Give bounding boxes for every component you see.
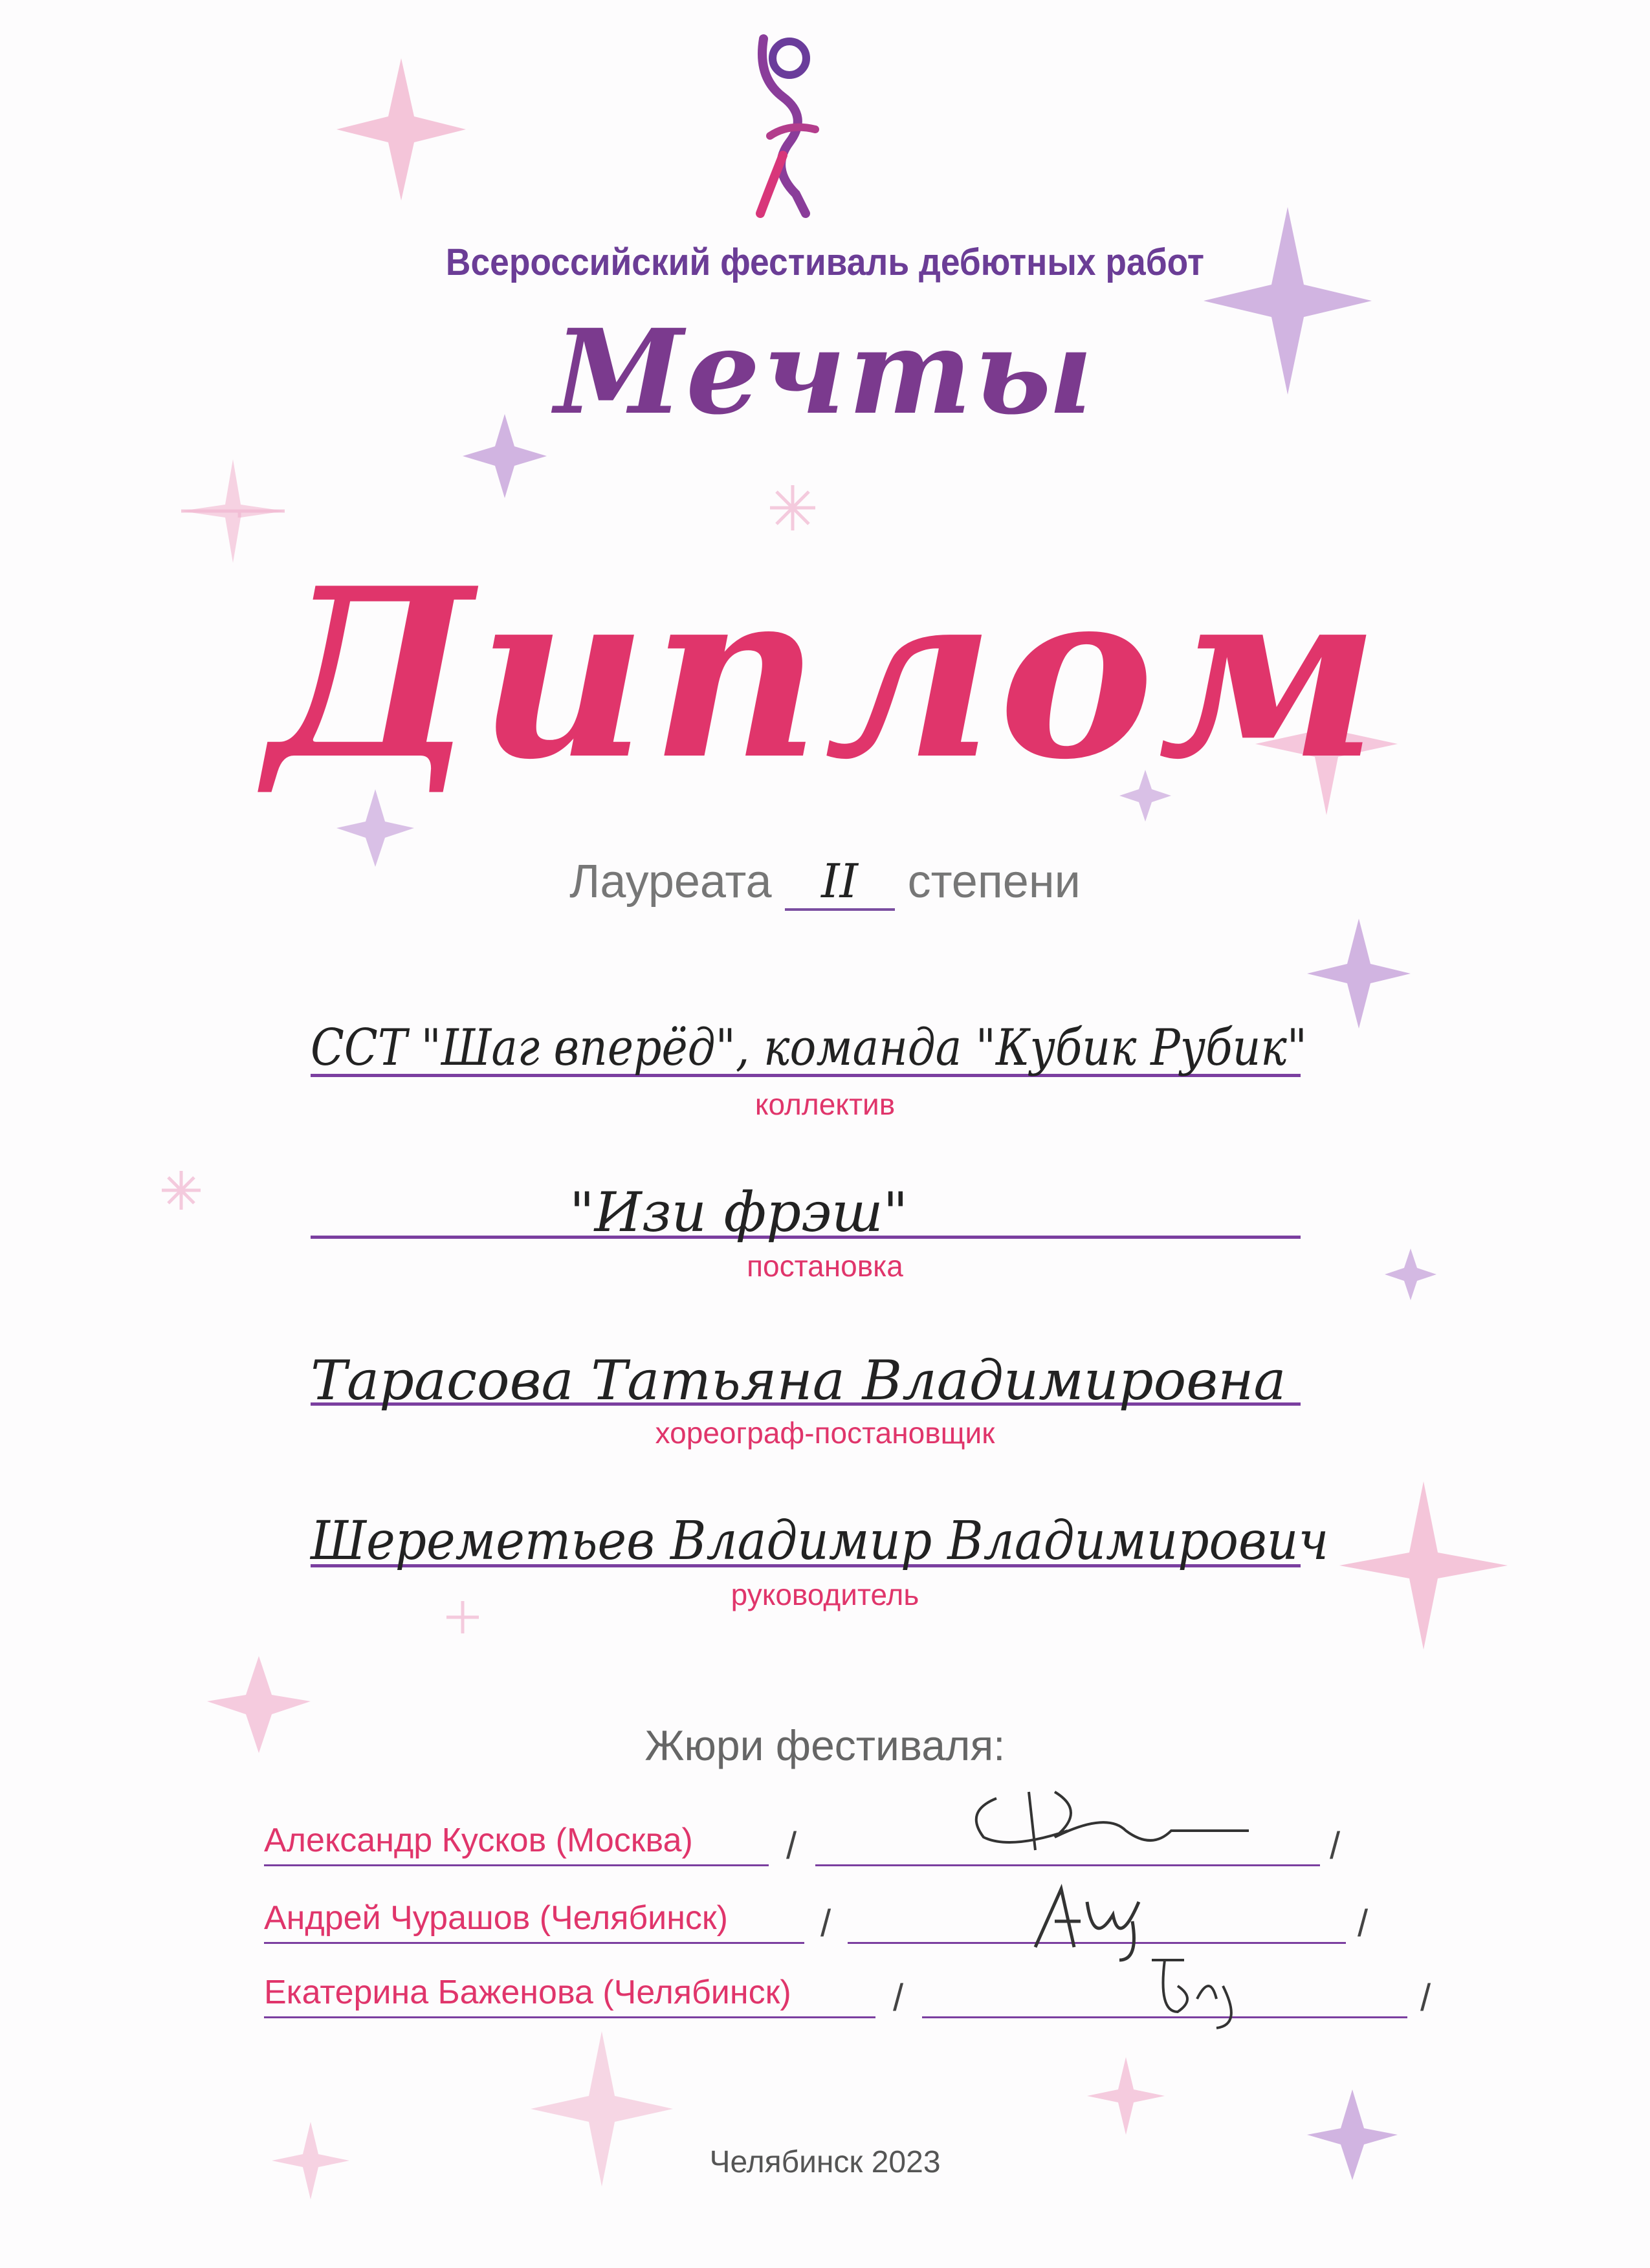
jury-slash-right-2: / [1358, 1903, 1369, 1945]
production-value: "Изи фрэш" [569, 1181, 908, 1244]
jury-member-2: Андрей Чурашов (Челябинск) [264, 1899, 728, 1937]
jury-signature-1 [958, 1772, 1255, 1863]
festival-title: Всероссийский фестиваль дебютных работ [445, 241, 1205, 283]
director-caption: руководитель [731, 1578, 919, 1611]
laureate-prefix: Лауреата [569, 856, 772, 908]
city-year: Челябинск 2023 [709, 2145, 941, 2179]
choreographer-caption: хореограф-постановщик [655, 1416, 995, 1450]
jury-member-1: Александр Кусков (Москва) [264, 1822, 693, 1859]
festival-name: Мечты [554, 304, 1096, 441]
jury-title: Жюри фестиваля: [644, 1721, 1006, 1769]
collective-value: ССТ "Шаг вперёд", команда "Кубик Рубик" [311, 1019, 1308, 1077]
jury-name-underline-2 [264, 1942, 804, 1944]
jury-name-underline-1 [264, 1864, 769, 1866]
jury-slash-left-3: / [893, 1977, 904, 2019]
jury-name-underline-3 [264, 2016, 875, 2018]
jury-slash-left-2: / [820, 1903, 831, 1945]
laureate-line [0, 854, 1650, 911]
jury-signature-3 [1139, 1947, 1255, 2031]
jury-signature-line-1 [815, 1864, 1320, 1866]
jury-slash-right-1: / [1330, 1825, 1341, 1867]
jury-slash-left-1: / [786, 1825, 797, 1867]
collective-caption: коллектив [754, 1087, 896, 1121]
jury-slash-right-3: / [1420, 1977, 1431, 2019]
director-value: Шереметьев Владимир Владимирович [311, 1510, 1329, 1572]
diploma-title: Диплом [267, 537, 1383, 811]
choreographer-value: Тарасова Татьяна Владимировна [311, 1349, 1286, 1412]
jury-member-3: Екатерина Баженова (Челябинск) [264, 1974, 791, 2011]
laureate-suffix: степени [907, 856, 1081, 908]
production-caption: постановка [747, 1249, 903, 1283]
laureate-degree: II [785, 854, 895, 911]
